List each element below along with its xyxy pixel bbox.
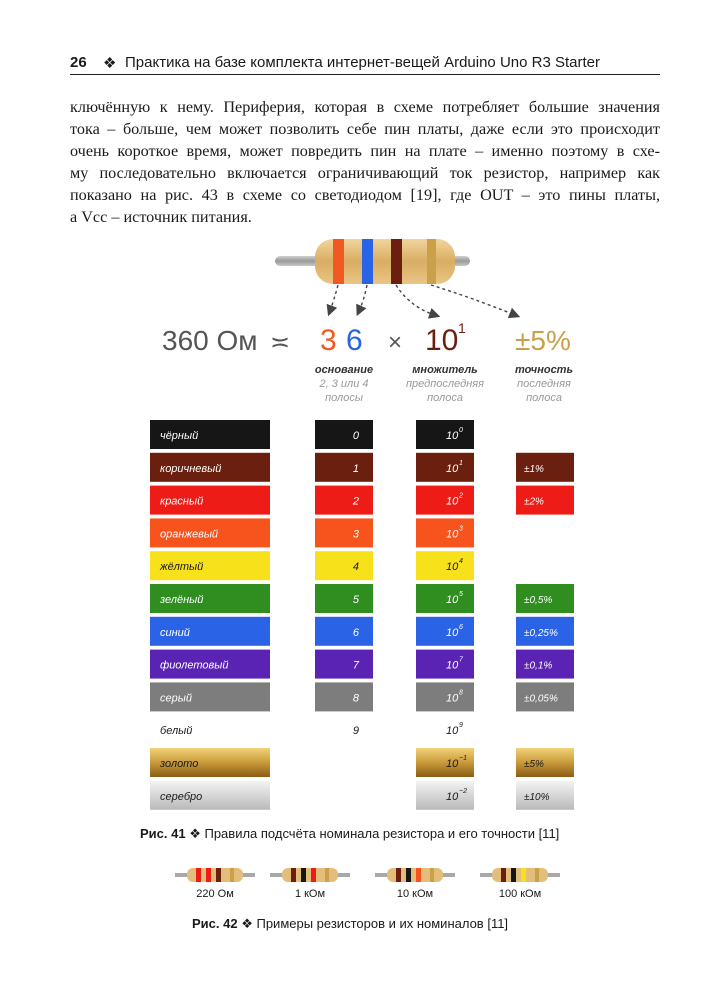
example-label: 100 кОм <box>498 888 542 900</box>
color-row <box>150 584 574 613</box>
multiplier-cell <box>416 518 474 547</box>
paragraph-line: ключённую к нему. Периферия, которая в схеме потребляет большие значения <box>70 98 660 116</box>
multiplier-exp: 1 <box>459 459 463 467</box>
multiplier-exp: 4 <box>459 558 463 566</box>
paragraph-line: показано на рис. 43 в схеме со светодиодом [19], где OUT – это пины платы, <box>70 186 660 204</box>
band-4-icon <box>427 239 436 284</box>
color-name: зелёный <box>160 594 204 606</box>
multiplier-cell <box>416 420 474 449</box>
tolerance-value: ±0,05% <box>524 693 558 705</box>
paragraph-line: очень короткое время, может повредить пин на плате – именно поэтому в схе- <box>70 142 660 160</box>
multiplier-cell <box>416 748 474 777</box>
formula-digit-2: 6 <box>346 324 363 357</box>
color-name: красный <box>160 495 204 508</box>
resistor-icon <box>275 239 470 284</box>
multiplier-cell <box>416 551 474 580</box>
digit-cell <box>315 617 373 646</box>
multiplier-cell <box>416 486 474 515</box>
example-label: 10 кОм <box>396 888 434 900</box>
multiplier-exp: 2 <box>459 492 463 500</box>
color-name: фиолетовый <box>160 659 229 672</box>
color-name: серый <box>160 692 192 705</box>
page-header <box>70 50 660 75</box>
digit-value: 8 <box>352 692 359 705</box>
tolerance-value: ±10% <box>524 791 550 803</box>
color-row <box>150 518 474 547</box>
tolerance-value: ±5% <box>524 759 544 770</box>
tolerance-value: ±0,1% <box>524 660 553 672</box>
base-header-sub: полосы <box>325 392 363 404</box>
multiplier-exp: 8 <box>459 689 463 697</box>
formula-mult-exp: 1 <box>458 320 466 336</box>
page-number: 26 <box>70 54 87 71</box>
digit-cell <box>315 650 373 679</box>
digit-cell <box>315 715 373 744</box>
multiplier-exp: 9 <box>459 722 463 730</box>
arrow-icon <box>359 285 367 311</box>
arrows <box>330 285 515 315</box>
digit-value: 3 <box>352 528 359 541</box>
base-header-title: основание <box>314 364 374 376</box>
multiplier-exp: 7 <box>459 656 463 664</box>
arrow-icon <box>330 285 338 311</box>
formula-times: × <box>388 329 403 356</box>
header-separator: ❖ <box>103 55 117 72</box>
digit-value: 0 <box>352 430 359 442</box>
color-name: жёлтый <box>160 561 204 574</box>
tolerance-value: ±0,5% <box>524 595 553 606</box>
color-row <box>150 748 574 777</box>
caption-label: Рис. 42 <box>192 916 238 931</box>
digit-value: 4 <box>352 561 359 574</box>
formula-mult-base: 10 <box>425 324 459 357</box>
color-row <box>150 486 574 515</box>
multiplier-base: 10 <box>446 561 459 574</box>
tol-header-sub: последняя <box>517 378 571 390</box>
digit-cell <box>315 518 373 547</box>
color-row <box>150 650 574 679</box>
resistor-10k-icon <box>375 868 455 882</box>
digit-value: 7 <box>352 659 359 672</box>
caption-text: Примеры резисторов и их номиналов [11] <box>256 916 509 931</box>
formula-value: 360 Ом <box>162 325 258 356</box>
multiplier-exp: −2 <box>459 787 467 795</box>
multiplier-cell <box>416 584 474 613</box>
color-name: коричневый <box>160 462 222 475</box>
mult-header-title: множитель <box>412 364 478 376</box>
color-row <box>150 617 574 646</box>
color-row <box>150 715 474 744</box>
digit-cell <box>315 551 373 580</box>
color-name: белый <box>160 725 193 738</box>
multiplier-base: 10 <box>446 659 459 672</box>
caption-text: Правила подсчёта номинала резистора и его точности [11] <box>204 826 560 841</box>
base-header-sub: 2, 3 или 4 <box>319 378 369 390</box>
color-name: золото <box>160 758 199 770</box>
digit-value: 2 <box>352 495 359 508</box>
digit-cell <box>315 682 373 711</box>
digit-value: 5 <box>352 594 359 606</box>
color-table <box>150 420 574 810</box>
color-name: синий <box>160 626 190 639</box>
caption-separator: ❖ <box>189 826 201 841</box>
mult-header-sub: предпоследняя <box>406 378 484 390</box>
digit-value: 1 <box>352 462 359 475</box>
color-row <box>150 781 574 810</box>
mult-header-sub: полоса <box>427 392 463 404</box>
arrow-icon <box>396 285 435 315</box>
multiplier-cell <box>416 453 474 482</box>
arrow-icon <box>431 285 515 315</box>
multiplier-cell <box>416 650 474 679</box>
multiplier-base: 10 <box>446 528 459 541</box>
digit-cell <box>315 584 373 613</box>
multiplier-base: 10 <box>446 626 459 639</box>
multiplier-cell <box>416 781 474 810</box>
digit-cell <box>315 420 373 449</box>
multiplier-base: 10 <box>446 594 459 606</box>
multiplier-base: 10 <box>446 758 459 770</box>
figure-41-caption <box>140 826 559 842</box>
digit-cell <box>315 486 373 515</box>
multiplier-exp: −1 <box>459 755 467 762</box>
band-2-icon <box>362 239 373 284</box>
band-1-icon <box>333 239 344 284</box>
paragraph-line: тока – больше, чем может позволить себе пин платы, даже если это происходит <box>70 120 660 138</box>
paragraph-line: му последовательно включается ограничивающий ток резистор, например как <box>70 164 660 182</box>
multiplier-base: 10 <box>446 430 459 442</box>
color-row <box>150 682 574 711</box>
formula-approx: ≍ <box>270 328 291 356</box>
paragraph-line: а Vcc – источник питания. <box>70 208 252 226</box>
color-row <box>150 551 474 580</box>
color-row <box>150 453 574 482</box>
multiplier-exp: 5 <box>459 591 463 598</box>
multiplier-base: 10 <box>446 692 459 705</box>
resistor-220-icon <box>175 868 255 882</box>
multiplier-exp: 0 <box>459 427 463 434</box>
formula-digit-1: 3 <box>320 324 337 357</box>
color-name: оранжевый <box>160 528 219 541</box>
multiplier-base: 10 <box>446 462 459 475</box>
running-title: Практика на базе комплекта интернет-вещей Arduino Uno R3 Starter <box>125 54 600 71</box>
multiplier-base: 10 <box>446 790 459 803</box>
example-label: 1 кОм <box>294 888 326 900</box>
tol-header-sub: полоса <box>526 392 562 404</box>
resistor-1k-icon <box>270 868 350 882</box>
digit-value: 9 <box>352 725 359 738</box>
tolerance-value: ±1% <box>524 463 544 475</box>
color-name: серебро <box>160 790 203 803</box>
caption-label: Рис. 41 <box>140 826 186 841</box>
multiplier-cell <box>416 682 474 711</box>
multiplier-base: 10 <box>446 725 459 738</box>
multiplier-cell <box>416 617 474 646</box>
multiplier-cell <box>416 715 474 744</box>
formula-tolerance: ±5% <box>515 325 571 356</box>
multiplier-exp: 3 <box>459 525 463 533</box>
multiplier-base: 10 <box>446 495 459 508</box>
resistor-100k-icon <box>480 868 560 882</box>
tolerance-value: ±0,25% <box>524 627 558 639</box>
color-row <box>150 420 474 449</box>
digit-value: 6 <box>352 626 359 639</box>
body-paragraph <box>70 96 660 228</box>
tol-header-title: точность <box>514 364 574 376</box>
example-label: 220 Ом <box>196 888 234 900</box>
color-name: чёрный <box>160 430 199 442</box>
digit-cell <box>315 453 373 482</box>
tolerance-value: ±2% <box>524 496 544 508</box>
band-3-icon <box>391 239 402 284</box>
caption-separator: ❖ <box>241 916 253 931</box>
multiplier-exp: 6 <box>459 623 463 631</box>
resistor-color-code-figure <box>140 225 590 815</box>
figure-42-caption <box>192 916 508 932</box>
